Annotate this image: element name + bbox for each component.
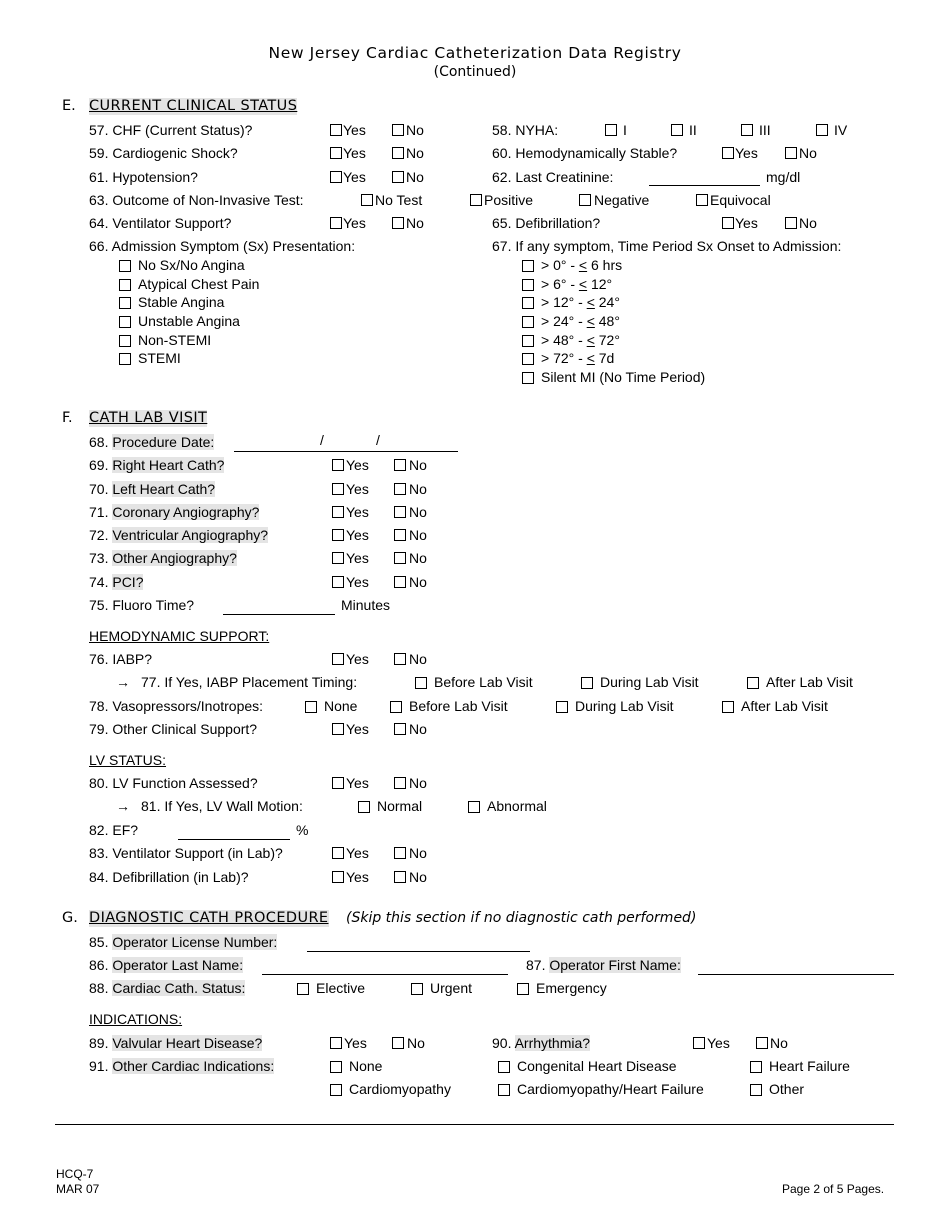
q65-yes-label: Yes xyxy=(735,215,758,231)
q83-yes-checkbox[interactable] xyxy=(332,847,344,859)
q63-positive-checkbox[interactable] xyxy=(470,194,482,206)
q61-no-label: No xyxy=(406,169,424,185)
q78-after-checkbox[interactable] xyxy=(722,701,734,713)
q67-opt1-label: > 0° - < 6 hrs xyxy=(541,257,623,273)
q63-positive-label: Positive xyxy=(484,192,534,208)
q59-no-label: No xyxy=(406,145,424,161)
q88-urgent-checkbox[interactable] xyxy=(411,983,423,995)
q67-opt6-checkbox[interactable] xyxy=(522,353,534,365)
q79-label: 79. Other Clinical Support? xyxy=(89,721,258,737)
q79-yes-label: Yes xyxy=(346,721,369,737)
q70-no-label: No xyxy=(409,481,427,497)
q78-none-label: None xyxy=(324,698,358,714)
q77-after-label: After Lab Visit xyxy=(766,674,853,690)
q79-no-checkbox[interactable] xyxy=(394,723,406,735)
section-e-letter: E. xyxy=(62,98,76,114)
q76-yes-label: Yes xyxy=(346,651,369,667)
q69-yes-label: Yes xyxy=(346,457,369,473)
section-g-letter: G. xyxy=(62,910,78,926)
q64-yes-label: Yes xyxy=(343,215,366,231)
q78-before-label: Before Lab Visit xyxy=(409,698,508,714)
section-g-title: DIAGNOSTIC CATH PROCEDURE xyxy=(89,910,329,926)
q58-ii-checkbox[interactable] xyxy=(671,124,683,136)
q66-stable-label: Stable Angina xyxy=(138,294,225,310)
q88-elective-label: Elective xyxy=(316,980,366,996)
q62-label: 62. Last Creatinine: xyxy=(492,169,614,185)
q74-label: 74. PCI? xyxy=(89,574,144,590)
q63-label: 63. Outcome of Non-Invasive Test: xyxy=(89,192,304,208)
q78-after-label: After Lab Visit xyxy=(741,698,828,714)
section-f-letter: F. xyxy=(62,410,73,426)
q67-opt2-checkbox[interactable] xyxy=(522,279,534,291)
q81-label: 81. If Yes, LV Wall Motion: xyxy=(141,798,303,814)
q76-no-label: No xyxy=(409,651,427,667)
q66-unstable-checkbox[interactable] xyxy=(119,316,131,328)
q80-yes-checkbox[interactable] xyxy=(332,777,344,789)
q63-equivocal-label: Equivocal xyxy=(710,192,771,208)
q91-none-label: None xyxy=(349,1058,383,1074)
q60-yes-checkbox[interactable] xyxy=(722,147,734,159)
q72-yes-label: Yes xyxy=(346,527,369,543)
q73-yes-checkbox[interactable] xyxy=(332,552,344,564)
q67-label: 67. If any symptom, Time Period Sx Onset to Admission: xyxy=(492,238,842,254)
q77-before-checkbox[interactable] xyxy=(415,677,427,689)
q58-i-checkbox[interactable] xyxy=(605,124,617,136)
q60-no-label: No xyxy=(799,145,817,161)
q72-yes-checkbox[interactable] xyxy=(332,529,344,541)
q66-stemi-label: STEMI xyxy=(138,350,181,366)
q90-no-checkbox[interactable] xyxy=(756,1037,768,1049)
q67-opt4-checkbox[interactable] xyxy=(522,316,534,328)
q86-last-name-field[interactable] xyxy=(262,974,508,975)
q65-no-checkbox[interactable] xyxy=(785,217,797,229)
q82-label: 82. EF? xyxy=(89,822,139,838)
q82-ef-field[interactable] xyxy=(178,839,290,840)
q77-label: 77. If Yes, IABP Placement Timing: xyxy=(141,674,358,690)
q91-label: 91. Other Cardiac Indications: xyxy=(89,1058,275,1074)
q71-yes-label: Yes xyxy=(346,504,369,520)
q74-yes-label: Yes xyxy=(346,574,369,590)
q58-i-label: I xyxy=(623,122,627,138)
q79-no-label: No xyxy=(409,721,427,737)
q84-no-label: No xyxy=(409,869,427,885)
q74-no-checkbox[interactable] xyxy=(394,576,406,588)
q83-no-checkbox[interactable] xyxy=(394,847,406,859)
q67-opt1-checkbox[interactable] xyxy=(522,260,534,272)
q91-cardiomyopathy-label: Cardiomyopathy xyxy=(349,1081,451,1097)
q63-negative-label: Negative xyxy=(594,192,650,208)
q58-iv-label: IV xyxy=(834,122,848,138)
q81-abnormal-checkbox[interactable] xyxy=(468,801,480,813)
q91-cardiomyopathy-hf-checkbox[interactable] xyxy=(498,1084,510,1096)
q74-yes-checkbox[interactable] xyxy=(332,576,344,588)
section-f-title: CATH LAB VISIT xyxy=(89,410,208,426)
q69-no-label: No xyxy=(409,457,427,473)
q66-nstemi-checkbox[interactable] xyxy=(119,335,131,347)
q77-arrow-icon: → xyxy=(116,674,130,690)
q88-label: 88. Cardiac Cath. Status: xyxy=(89,980,246,996)
q58-ii-label: II xyxy=(689,122,697,138)
q59-no-checkbox[interactable] xyxy=(392,147,404,159)
q58-label: 58. NYHA: xyxy=(492,122,559,138)
q67-opt4-label: > 24° - < 48° xyxy=(541,313,620,329)
q91-none-checkbox[interactable] xyxy=(330,1061,342,1073)
lv-status-heading: LV STATUS: xyxy=(89,752,167,768)
q80-yes-label: Yes xyxy=(346,775,369,791)
q74-no-label: No xyxy=(409,574,427,590)
q71-yes-checkbox[interactable] xyxy=(332,506,344,518)
q64-no-checkbox[interactable] xyxy=(392,217,404,229)
q68-date-field[interactable] xyxy=(234,451,458,452)
q67-silent-mi-label: Silent MI (No Time Period) xyxy=(541,369,706,385)
q77-during-label: During Lab Visit xyxy=(600,674,699,690)
footer-date: MAR 07 xyxy=(56,1182,100,1196)
q61-yes-checkbox[interactable] xyxy=(330,171,342,183)
q62-creatinine-field[interactable] xyxy=(649,185,760,186)
form-subtitle: (Continued) xyxy=(433,64,517,80)
q71-no-checkbox[interactable] xyxy=(394,506,406,518)
hemodynamic-support-heading: HEMODYNAMIC SUPPORT: xyxy=(89,628,270,644)
q61-no-checkbox[interactable] xyxy=(392,171,404,183)
q73-no-label: No xyxy=(409,550,427,566)
q83-label: 83. Ventilator Support (in Lab)? xyxy=(89,845,283,861)
q73-no-checkbox[interactable] xyxy=(394,552,406,564)
q72-no-label: No xyxy=(409,527,427,543)
q89-no-checkbox[interactable] xyxy=(392,1037,404,1049)
q66-no-sx-checkbox[interactable] xyxy=(119,260,131,272)
q70-yes-checkbox[interactable] xyxy=(332,483,344,495)
q69-yes-checkbox[interactable] xyxy=(332,459,344,471)
q60-label: 60. Hemodynamically Stable? xyxy=(492,145,678,161)
q85-license-field[interactable] xyxy=(307,951,530,952)
q91-congenital-checkbox[interactable] xyxy=(498,1061,510,1073)
q58-iv-checkbox[interactable] xyxy=(816,124,828,136)
q71-label: 71. Coronary Angiography? xyxy=(89,504,260,520)
q77-after-checkbox[interactable] xyxy=(747,677,759,689)
q58-iii-checkbox[interactable] xyxy=(741,124,753,136)
q66-stable-checkbox[interactable] xyxy=(119,297,131,309)
q57-label: 57. CHF (Current Status)? xyxy=(89,122,253,138)
q66-atypical-checkbox[interactable] xyxy=(119,279,131,291)
q91-cardiomyopathy-checkbox[interactable] xyxy=(330,1084,342,1096)
q81-normal-label: Normal xyxy=(377,798,423,814)
q63-negative-checkbox[interactable] xyxy=(579,194,591,206)
q70-label: 70. Left Heart Cath? xyxy=(89,481,216,497)
q78-none-checkbox[interactable] xyxy=(305,701,317,713)
q76-yes-checkbox[interactable] xyxy=(332,653,344,665)
q65-yes-checkbox[interactable] xyxy=(722,217,734,229)
q75-fluoro-time-field[interactable] xyxy=(223,614,335,615)
q78-during-label: During Lab Visit xyxy=(575,698,674,714)
indications-heading: INDICATIONS: xyxy=(89,1011,183,1027)
q82-unit: % xyxy=(296,822,309,838)
q73-yes-label: Yes xyxy=(346,550,369,566)
q66-stemi-checkbox[interactable] xyxy=(119,353,131,365)
q66-unstable-label: Unstable Angina xyxy=(138,313,240,329)
q60-no-checkbox[interactable] xyxy=(785,147,797,159)
q67-silent-mi-checkbox[interactable] xyxy=(522,372,534,384)
q66-nstemi-label: Non-STEMI xyxy=(138,332,212,348)
q57-no-checkbox[interactable] xyxy=(392,124,404,136)
q61-label: 61. Hypotension? xyxy=(89,169,198,185)
q67-opt3-label: > 12° - < 24° xyxy=(541,294,620,310)
q88-urgent-label: Urgent xyxy=(430,980,473,996)
q68-date-sep-2: / xyxy=(376,432,380,448)
q69-label: 69. Right Heart Cath? xyxy=(89,457,225,473)
q84-yes-checkbox[interactable] xyxy=(332,871,344,883)
q90-yes-label: Yes xyxy=(707,1035,730,1051)
section-g-skip-note: (Skip this section if no diagnostic cath performed) xyxy=(346,910,697,926)
q57-yes-checkbox[interactable] xyxy=(330,124,342,136)
q78-before-checkbox[interactable] xyxy=(390,701,402,713)
q76-label: 76. IABP? xyxy=(89,651,153,667)
q69-no-checkbox[interactable] xyxy=(394,459,406,471)
q58-iii-label: III xyxy=(759,122,771,138)
q75-label: 75. Fluoro Time? xyxy=(89,597,195,613)
q84-yes-label: Yes xyxy=(346,869,369,885)
q78-during-checkbox[interactable] xyxy=(556,701,568,713)
q84-no-checkbox[interactable] xyxy=(394,871,406,883)
q71-no-label: No xyxy=(409,504,427,520)
q73-label: 73. Other Angiography? xyxy=(89,550,237,566)
q63-no-test-label: No Test xyxy=(375,192,423,208)
q67-opt2-label: > 6° - < 12° xyxy=(541,276,613,292)
q66-label: 66. Admission Symptom (Sx) Presentation: xyxy=(89,238,356,254)
q65-label: 65. Defibrillation? xyxy=(492,215,601,231)
q88-emergency-checkbox[interactable] xyxy=(517,983,529,995)
q59-yes-checkbox[interactable] xyxy=(330,147,342,159)
q78-label: 78. Vasopressors/Inotropes: xyxy=(89,698,264,714)
q72-no-checkbox[interactable] xyxy=(394,529,406,541)
q65-no-label: No xyxy=(799,215,817,231)
q80-no-label: No xyxy=(409,775,427,791)
q57-no-label: No xyxy=(406,122,424,138)
q91-heart-failure-label: Heart Failure xyxy=(769,1058,850,1074)
q66-atypical-label: Atypical Chest Pain xyxy=(138,276,260,292)
q91-heart-failure-checkbox[interactable] xyxy=(750,1061,762,1073)
footer-form-id: HCQ-7 xyxy=(56,1167,94,1181)
q67-opt5-label: > 48° - < 72° xyxy=(541,332,620,348)
q89-yes-label: Yes xyxy=(344,1035,367,1051)
q81-arrow-icon: → xyxy=(116,798,130,814)
q88-elective-checkbox[interactable] xyxy=(297,983,309,995)
section-e-title: CURRENT CLINICAL STATUS xyxy=(89,98,298,114)
q91-other-label: Other xyxy=(769,1081,805,1097)
q79-yes-checkbox[interactable] xyxy=(332,723,344,735)
q80-label: 80. LV Function Assessed? xyxy=(89,775,258,791)
q85-label: 85. Operator License Number: xyxy=(89,934,278,950)
q90-label: 90. Arrhythmia? xyxy=(492,1035,591,1051)
q86-label: 86. Operator Last Name: xyxy=(89,957,244,973)
q77-during-checkbox[interactable] xyxy=(581,677,593,689)
q88-emergency-label: Emergency xyxy=(536,980,607,996)
q80-no-checkbox[interactable] xyxy=(394,777,406,789)
q90-no-label: No xyxy=(770,1035,788,1051)
q61-yes-label: Yes xyxy=(343,169,366,185)
q72-label: 72. Ventricular Angiography? xyxy=(89,527,269,543)
q91-congenital-label: Congenital Heart Disease xyxy=(517,1058,677,1074)
q57-yes-label: Yes xyxy=(343,122,366,138)
footer-divider xyxy=(55,1124,894,1125)
q81-abnormal-label: Abnormal xyxy=(487,798,547,814)
q63-equivocal-checkbox[interactable] xyxy=(696,194,708,206)
q66-no-sx-label: No Sx/No Angina xyxy=(138,257,245,273)
q64-label: 64. Ventilator Support? xyxy=(89,215,232,231)
q59-yes-label: Yes xyxy=(343,145,366,161)
footer-page-number: Page 2 of 5 Pages. xyxy=(782,1182,885,1196)
q84-label: 84. Defibrillation (in Lab)? xyxy=(89,869,249,885)
q87-first-name-field[interactable] xyxy=(698,974,894,975)
q75-unit: Minutes xyxy=(341,597,391,613)
q60-yes-label: Yes xyxy=(735,145,758,161)
q91-cardiomyopathy-hf-label: Cardiomyopathy/Heart Failure xyxy=(517,1081,704,1097)
q68-date-sep-1: / xyxy=(320,432,324,448)
q70-no-checkbox[interactable] xyxy=(394,483,406,495)
q67-opt6-label: > 72° - < 7d xyxy=(541,350,615,366)
q81-normal-checkbox[interactable] xyxy=(358,801,370,813)
q77-before-label: Before Lab Visit xyxy=(434,674,533,690)
q87-label: 87. Operator First Name: xyxy=(526,957,681,973)
q89-no-label: No xyxy=(407,1035,425,1051)
q67-opt3-checkbox[interactable] xyxy=(522,297,534,309)
q59-label: 59. Cardiogenic Shock? xyxy=(89,145,238,161)
q89-label: 89. Valvular Heart Disease? xyxy=(89,1035,263,1051)
q89-yes-checkbox[interactable] xyxy=(330,1037,342,1049)
q76-no-checkbox[interactable] xyxy=(394,653,406,665)
q91-other-checkbox[interactable] xyxy=(750,1084,762,1096)
q64-no-label: No xyxy=(406,215,424,231)
q70-yes-label: Yes xyxy=(346,481,369,497)
q68-label: 68. Procedure Date: xyxy=(89,434,215,450)
q63-no-test-checkbox[interactable] xyxy=(361,194,373,206)
q83-yes-label: Yes xyxy=(346,845,369,861)
q67-opt5-checkbox[interactable] xyxy=(522,335,534,347)
q90-yes-checkbox[interactable] xyxy=(693,1037,705,1049)
q62-unit: mg/dl xyxy=(766,169,801,185)
form-title: New Jersey Cardiac Catheterization Data Registry xyxy=(268,44,682,62)
q64-yes-checkbox[interactable] xyxy=(330,217,342,229)
q83-no-label: No xyxy=(409,845,427,861)
